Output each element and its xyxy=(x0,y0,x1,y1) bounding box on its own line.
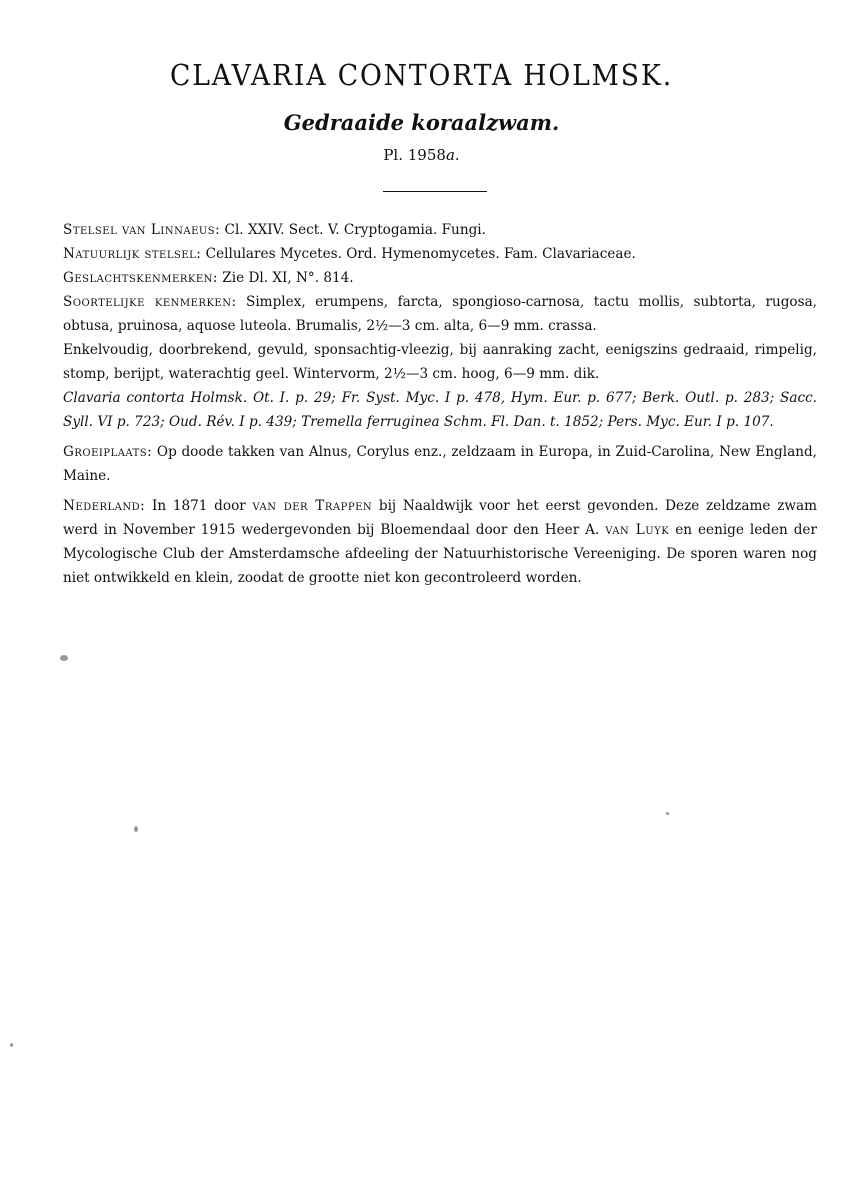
section-text: Zie Dl. XI, N°. 814. xyxy=(217,270,354,286)
scan-speck xyxy=(134,826,138,832)
section-text: Cellulares Mycetes. Ord. Hymenomycetes. Fam. Clavariaceae. xyxy=(201,246,636,262)
section-label: Groeiplaats: xyxy=(63,444,153,460)
section-text: en eenige leden der Mycologische Club der Amsterdamsche afdeeling der Natuurhistorische Vereeniging. De sporen waren nog niet ontwikkeld en klein, zoodat de grootte niet kon gecontroleerd worden. xyxy=(63,522,817,586)
section-nederland xyxy=(63,494,817,590)
section-text: Op doode takken van Alnus, Corylus enz., zeldzaam in Europa, in Zuid-Carolina, New England, Maine. xyxy=(63,444,817,484)
section-label: Stelsel van Linnaeus: xyxy=(63,222,221,238)
plate-number-prefix: Pl. 1958 xyxy=(383,146,446,164)
page-title: CLAVARIA CONTORTA HOLMSK. xyxy=(169,58,674,92)
section-label: Nederland: xyxy=(63,498,146,514)
references-tremella: Tremella ferruginea Schm. Fl. Dan. t. 1852; Pers. Myc. Eur. I p. 107. xyxy=(301,414,774,430)
section-text: In 1871 door xyxy=(145,498,253,514)
scan-speck xyxy=(10,1043,13,1047)
section-natuurlijk xyxy=(63,242,817,266)
section-text: Simplex, erumpens, farcta, spongioso-carnosa, tactu mollis, subtorta, rugosa, obtusa, pruinosa, aquose luteola. Brumalis, 2½—3 cm. alta, 6—9 mm. crassa. xyxy=(63,294,817,334)
scan-speck xyxy=(666,812,669,815)
section-soort-dutch xyxy=(63,338,817,386)
section-soort xyxy=(63,290,817,338)
person-name: van Luyk xyxy=(605,522,670,538)
title-divider xyxy=(383,191,487,192)
section-stelsel xyxy=(63,218,817,242)
section-references xyxy=(63,386,817,434)
section-text: Enkelvoudig, doorbrekend, gevuld, sponsachtig-vleezig, bij aanraking zacht, eenigszins gedraaid, rimpelig, stomp, berijpt, waterachtig geel. Wintervorm, 2½—3 cm. hoog, 6—9 mm. dik. xyxy=(63,342,817,382)
plate-number-suffix: a. xyxy=(445,146,460,164)
section-geslacht xyxy=(63,266,817,290)
section-label: Natuurlijk stelsel: xyxy=(63,246,202,262)
section-groeiplaats xyxy=(63,440,817,488)
section-text: bij Naaldwijk voor het eerst gevonden. Deze zeldzame zwam werd in November 1915 wedergevonden bij Bloemendaal door den Heer A. xyxy=(63,498,817,538)
document-body xyxy=(63,218,817,590)
references-text: Clavaria contorta Holmsk. Ot. I. p. 29; Fr. Syst. Myc. I p. 478, Hym. Eur. p. 677; Berk. Outl. p. 283; Sacc. Syll. VI p. 723; Oud. Rév. I p. 439; xyxy=(63,390,817,430)
person-name: van der Trappen xyxy=(252,498,373,514)
section-text: Cl. XXIV. Sect. V. Cryptogamia. Fungi. xyxy=(220,222,486,238)
scan-speck xyxy=(60,655,68,661)
page-subtitle: Gedraaide koraalzwam. xyxy=(283,110,560,135)
section-label: Soortelijke kenmerken: xyxy=(63,294,237,310)
section-label: Geslachtskenmerken: xyxy=(63,270,218,286)
plate-number xyxy=(0,146,843,164)
